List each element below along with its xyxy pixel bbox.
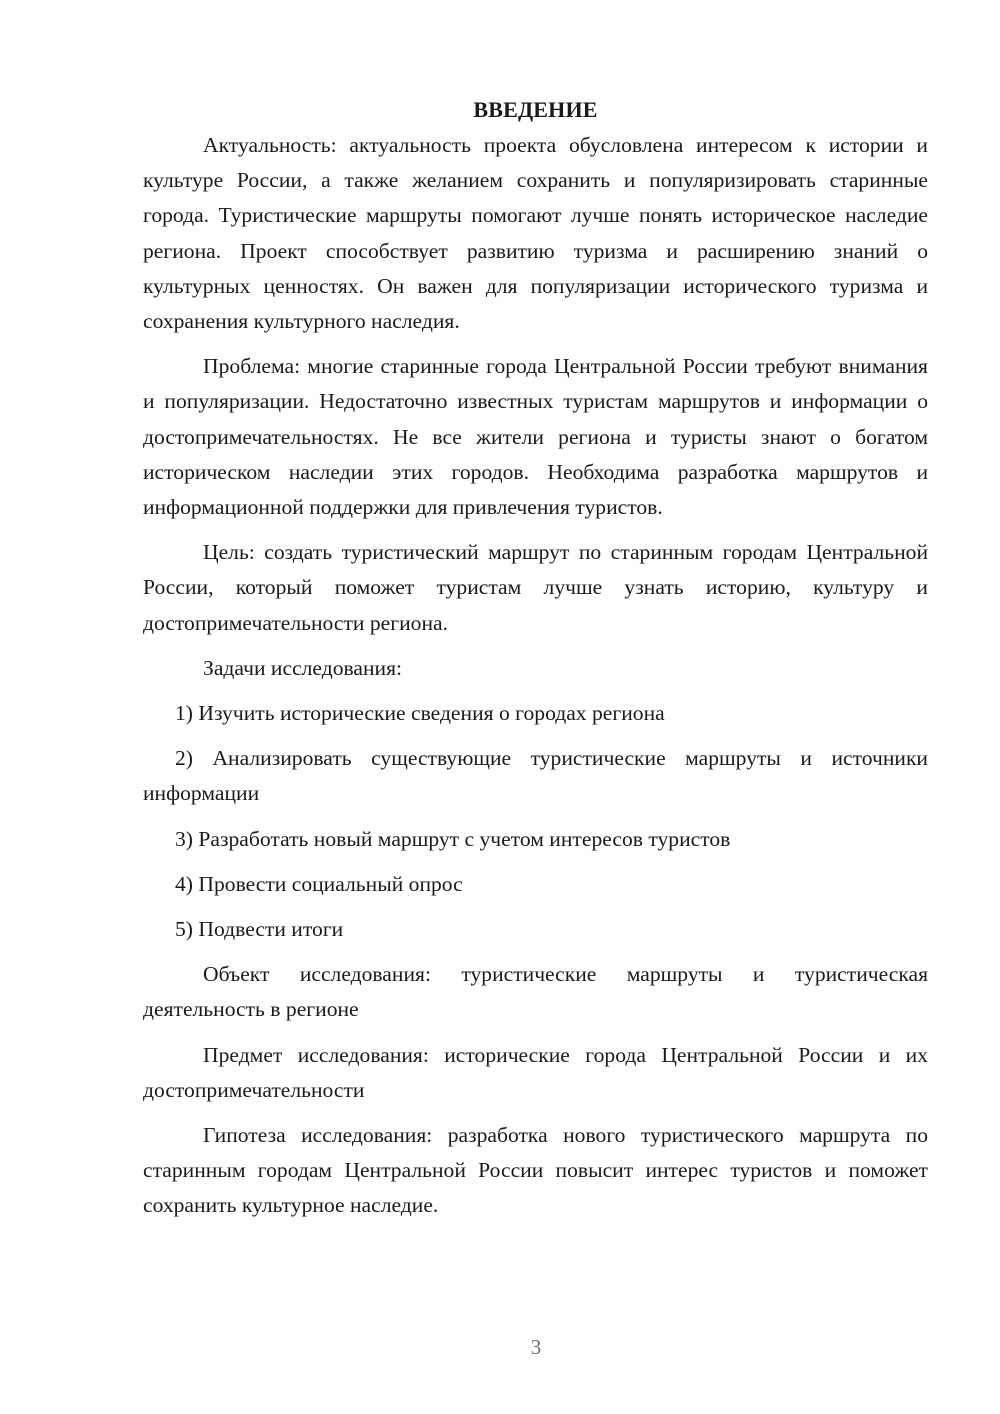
paragraph-relevance: Актуальность: актуальность проекта обусловлена интересом к истории и культуре России, а также желанием сохранить и популяризировать старинные города. Туристические маршруты помогают лучше понять историческое наследие региона. Проект способствует развитию туризма и расширению знаний о культурных ценностях. Он важен для популяризации исторического туризма и сохранения культурного наследия. <box>143 133 928 334</box>
document-page <box>143 92 928 1224</box>
task-item-4: 4) Провести социальный опрос <box>175 871 463 896</box>
task-item-5: 5) Подвести итоги <box>175 917 344 942</box>
tasks-heading: Задачи исследования: <box>203 655 403 680</box>
page-number: 3 <box>530 1335 542 1359</box>
paragraph-problem: Проблема: многие старинные города Центральной России требуют внимания и популяризации. Недостаточно известных туристам маршрутов и информации о достопримечательностях. Не все жители региона и туристы знают о богатом историческом наследии этих городов. Необходима разработка маршрутов и информационной поддержки для привлечения туристов. <box>143 354 928 520</box>
task-item-3: 3) Разработать новый маршрут с учетом интересов туристов <box>175 826 731 851</box>
paragraph-object: Объект исследования: туристические маршруты и туристическая деятельность в регионе <box>143 962 928 1022</box>
paragraph-subject: Предмет исследования: исторические города Центральной России и их достопримечательности <box>143 1042 928 1102</box>
page-title: ВВЕДЕНИЕ <box>473 97 598 122</box>
paragraph-goal: Цель: создать туристический маршрут по старинным городам Центральной России, который поможет туристам лучше узнать историю, культуру и достопримечательности региона. <box>143 540 928 635</box>
task-item-1: 1) Изучить исторические сведения о городах региона <box>175 701 665 726</box>
task-item-2: 2) Анализировать существующие туристические маршруты и источники информации <box>143 746 928 806</box>
paragraph-hypothesis: Гипотеза исследования: разработка нового туристического маршрута по старинным городам Центральной России повысит интерес туристов и поможет сохранить культурное наследие. <box>143 1123 928 1218</box>
